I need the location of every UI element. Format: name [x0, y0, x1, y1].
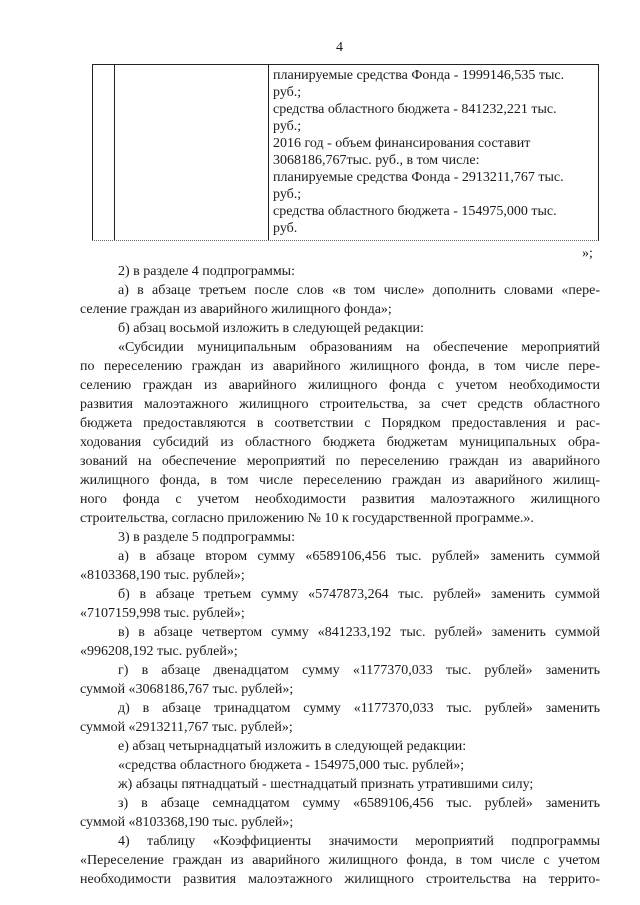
text-line: ного фонда с учетом необходимости развития малоэтажного жилищного: [80, 492, 600, 507]
document-body: [80, 262, 600, 889]
text-line: зований на обеспечение мероприятий по переселению граждан из аварийного: [80, 454, 600, 469]
table-cell-line: средства областного бюджета - 154975,000 тыс.: [273, 204, 557, 219]
table-bottom-border: [92, 240, 597, 241]
text-line: а) в абзаце третьем после слов «в том числе» дополнить словами «пере-: [118, 283, 600, 298]
page-number: 4: [336, 40, 343, 55]
text-line: селению граждан из аварийного жилищного фонда с учетом необходимости: [80, 378, 600, 393]
table-cell-line: руб.: [273, 221, 298, 236]
text-line: «средства областного бюджета - 154975,000 тыс. рублей»;: [118, 758, 465, 773]
text-line: «996208,192 тыс. рублей»;: [80, 644, 238, 659]
text-line: по переселению граждан из аварийного жилищного фонда, в том числе пере-: [80, 359, 600, 374]
text-line: суммой «8103368,190 тыс. рублей»;: [80, 815, 294, 830]
text-line: развития малоэтажного жилищного строительства, за счет средств областного: [80, 397, 600, 412]
closing-quote-mark: »;: [582, 246, 593, 261]
financing-table: [92, 64, 599, 241]
text-line: бюджета предоставляются в соответствии с Порядком предоставления и рас-: [80, 416, 600, 431]
text-line: «8103368,190 тыс. рублей»;: [80, 568, 245, 583]
text-line: б) в абзаце третьем сумму «5747873,264 тыс. рублей» заменить суммой: [118, 587, 600, 602]
text-line: «7107159,998 тыс. рублей»;: [80, 606, 245, 621]
table-cell-line: руб.;: [273, 85, 302, 100]
text-line: «Переселение граждан из аварийного жилищного фонда, в том числе с учетом: [80, 853, 600, 868]
table-cell-line: руб.;: [273, 187, 302, 202]
text-line: «Субсидии муниципальным образованиям на обеспечение мероприятий: [118, 340, 600, 355]
text-line: строительства, согласно приложению № 10 к государственной программе.».: [80, 511, 534, 526]
text-line: ж) абзацы пятнадцатый - шестнадцатый признать утратившими силу;: [118, 777, 534, 792]
text-line: ходования субсидий из областного бюджета бюджетам муниципальных обра-: [80, 435, 600, 450]
text-line: суммой «2913211,767 тыс. рублей»;: [80, 720, 293, 735]
table-cell-line: средства областного бюджета - 841232,221 тыс.: [273, 102, 557, 117]
table-cell-line: 2016 год - объем финансирования составит: [273, 136, 531, 151]
text-line: 2) в разделе 4 подпрограммы:: [118, 264, 295, 279]
text-line: в) в абзаце четвертом сумму «841233,192 тыс. рублей» заменить суммой: [118, 625, 600, 640]
table-column-divider: [114, 65, 115, 241]
text-line: г) в абзаце двенадцатом сумму «1177370,033 тыс. рублей» заменить: [118, 663, 600, 678]
table-column-divider: [268, 65, 269, 241]
text-line: 3) в разделе 5 подпрограммы:: [118, 530, 295, 545]
table-cell-line: руб.;: [273, 119, 302, 134]
table-cell-line: планируемые средства Фонда - 2913211,767 тыс.: [273, 170, 564, 185]
text-line: жилищного фонда, в том числе переселению граждан из аварийного жилищ-: [80, 473, 600, 488]
table-cell-text: [273, 67, 595, 237]
text-line: а) в абзаце втором сумму «6589106,456 тыс. рублей» заменить суммой: [118, 549, 600, 564]
text-line: суммой «3068186,767 тыс. рублей»;: [80, 682, 294, 697]
text-line: д) в абзаце тринадцатом сумму «1177370,033 тыс. рублей» заменить: [118, 701, 600, 716]
table-cell-line: 3068186,767тыс. руб., в том числе:: [273, 153, 480, 168]
text-line: 4) таблицу «Коэффициенты значимости мероприятий подпрограммы: [118, 834, 600, 849]
text-line: необходимости развития малоэтажного жилищного строительства на террито-: [80, 872, 600, 887]
text-line: з) в абзаце семнадцатом сумму «6589106,456 тыс. рублей» заменить: [118, 796, 600, 811]
text-line: е) абзац четырнадцатый изложить в следующей редакции:: [118, 739, 467, 754]
text-line: селение граждан из аварийного жилищного фонда»;: [80, 302, 392, 317]
table-cell-line: планируемые средства Фонда - 1999146,535 тыс.: [273, 68, 565, 83]
text-line: б) абзац восьмой изложить в следующей редакции:: [118, 321, 424, 336]
